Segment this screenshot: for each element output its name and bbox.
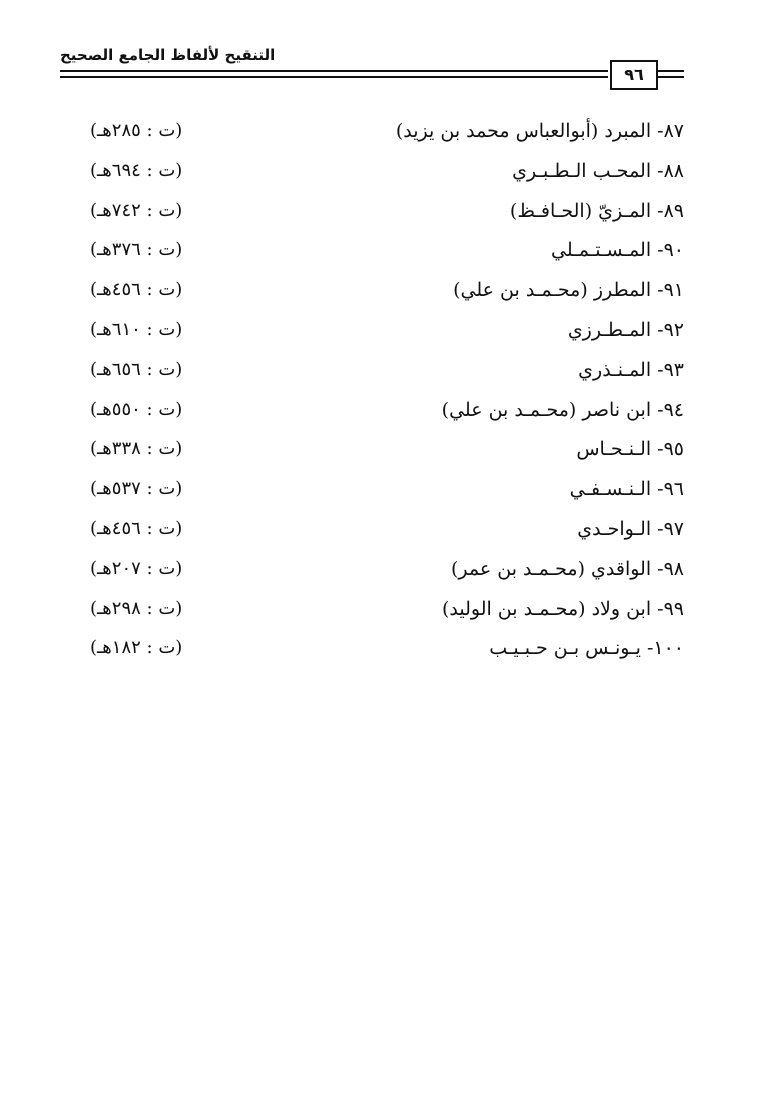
scholar-name: ٩٦- الـنـسـفـي	[569, 478, 684, 501]
list-item	[90, 397, 684, 437]
death-year: (ت : ٥٥٠هـ)	[90, 398, 183, 420]
death-year: (ت : ٥٣٧هـ)	[90, 478, 183, 500]
death-year: (ت : ١٨٢هـ)	[90, 637, 183, 659]
death-year: (ت : ٦٩٤هـ)	[90, 159, 183, 181]
list-item	[90, 198, 684, 238]
header-rule-lower	[60, 76, 608, 78]
list-item	[90, 596, 684, 636]
scholar-name: ٩٩- ابن ولاد (محـمـد بن الوليد)	[441, 597, 684, 620]
scholar-name: ٩٧- الـواحـدي	[577, 517, 684, 540]
scholar-name: ٨٩- المـزيّ (الحـافـظ)	[509, 199, 684, 222]
book-title: التنقيح لألفاظ الجامع الصحيح	[60, 46, 276, 64]
list-item	[90, 118, 684, 158]
list-item	[90, 516, 684, 556]
death-year: (ت : ٤٥٦هـ)	[90, 517, 183, 539]
death-year: (ت : ٢٠٧هـ)	[90, 557, 183, 579]
list-item	[90, 277, 684, 317]
scholar-name: ٩٨- الواقدي (محـمـد بن عمر)	[450, 557, 684, 580]
list-item	[90, 237, 684, 277]
death-year: (ت : ٢٩٨هـ)	[90, 597, 183, 619]
page-number: ٩٦	[610, 60, 658, 90]
death-year: (ت : ٤٥٦هـ)	[90, 279, 183, 301]
scholar-name: ٩١- المطرز (محـمـد بن علي)	[453, 279, 684, 302]
death-year: (ت : ٣٣٨هـ)	[90, 438, 183, 460]
header-rule-right-upper	[658, 70, 684, 72]
scholar-name: ٩٥- الـنـحـاس	[576, 438, 684, 461]
list-item	[90, 635, 684, 675]
list-item	[90, 158, 684, 198]
scholar-name: ٩٠- المـسـتـمـلي	[551, 239, 684, 262]
death-year: (ت : ٦٥٦هـ)	[90, 358, 183, 380]
scholar-name: ٩٢- المـطـرزي	[567, 318, 684, 341]
death-year: (ت : ٢٨٥هـ)	[90, 120, 183, 141]
scholar-name: ١٠٠- يـونـس بـن حـبـيـب	[489, 637, 684, 660]
scholar-name: ٨٨- المحـب الـطـبـري	[512, 159, 684, 182]
death-year: (ت : ٧٤٢هـ)	[90, 199, 183, 221]
scholar-name: ٨٧- المبرد (أبوالعباس محمد بن يزيد)	[395, 120, 684, 142]
scholar-name: ٩٤- ابن ناصر (محـمـد بن علي)	[441, 398, 684, 421]
scholars-list	[90, 118, 684, 675]
death-year: (ت : ٦١٠هـ)	[90, 318, 183, 340]
list-item	[90, 436, 684, 476]
list-item	[90, 476, 684, 516]
list-item	[90, 357, 684, 397]
death-year: (ت : ٣٧٦هـ)	[90, 239, 183, 261]
list-item	[90, 317, 684, 357]
list-item	[90, 556, 684, 596]
scholar-name: ٩٣- المـنـذري	[578, 358, 684, 381]
header-rule-upper	[60, 70, 608, 72]
header-rule-right-lower	[658, 76, 684, 78]
page-header	[60, 46, 684, 90]
